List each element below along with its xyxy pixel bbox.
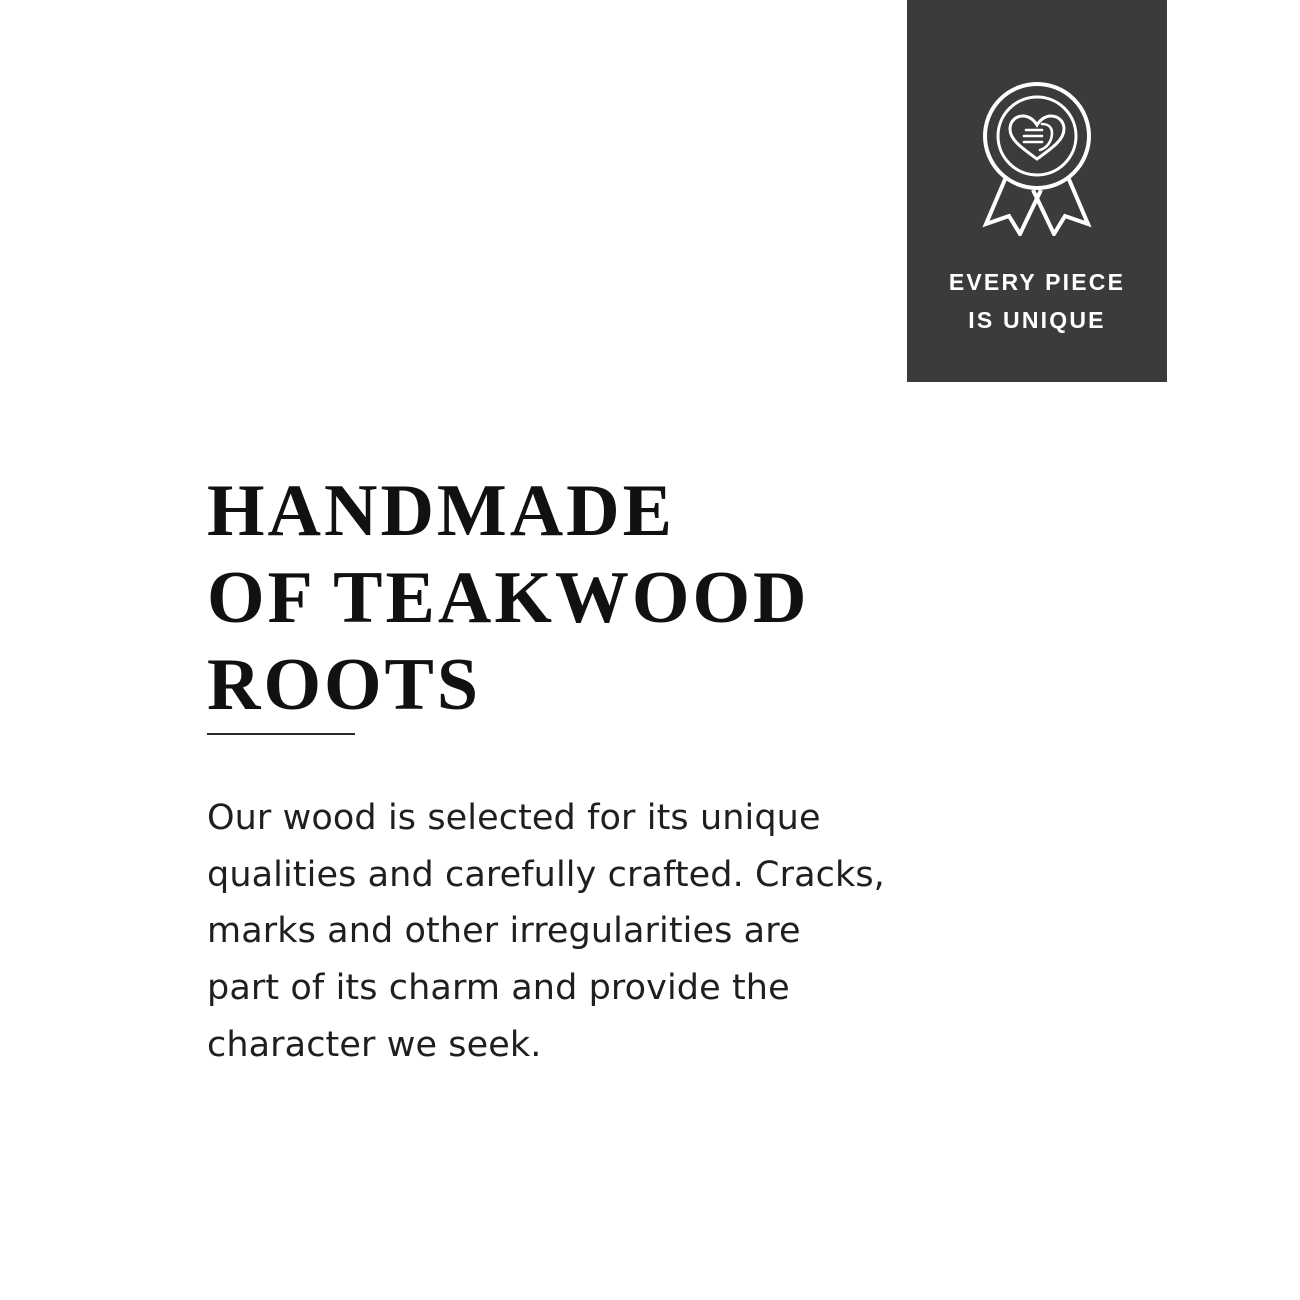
badge-caption-line-2: IS UNIQUE — [968, 306, 1106, 333]
body-paragraph — [207, 790, 1007, 1073]
badge-caption — [949, 264, 1125, 340]
badge-caption-line-1: EVERY PIECE — [948, 269, 1126, 295]
page-title-line-1: HANDMADE — [207, 469, 675, 552]
body-line-5: character we seek. — [207, 1024, 542, 1065]
page-title-line-3: ROOTS — [207, 644, 482, 727]
body-line-3: marks and other irregularities are — [207, 911, 801, 952]
page-title — [207, 468, 967, 730]
handmade-award-ribbon-icon — [962, 78, 1112, 236]
divider-rule — [207, 733, 355, 735]
body-line-2: qualities and carefully crafted. Cracks, — [207, 854, 885, 895]
badge-block — [907, 0, 1167, 382]
body-line-4: part of its charm and provide the — [207, 968, 790, 1009]
page-title-line-2: OF TEAKWOOD — [207, 556, 810, 639]
body-line-1: Our wood is selected for its unique — [207, 798, 821, 838]
